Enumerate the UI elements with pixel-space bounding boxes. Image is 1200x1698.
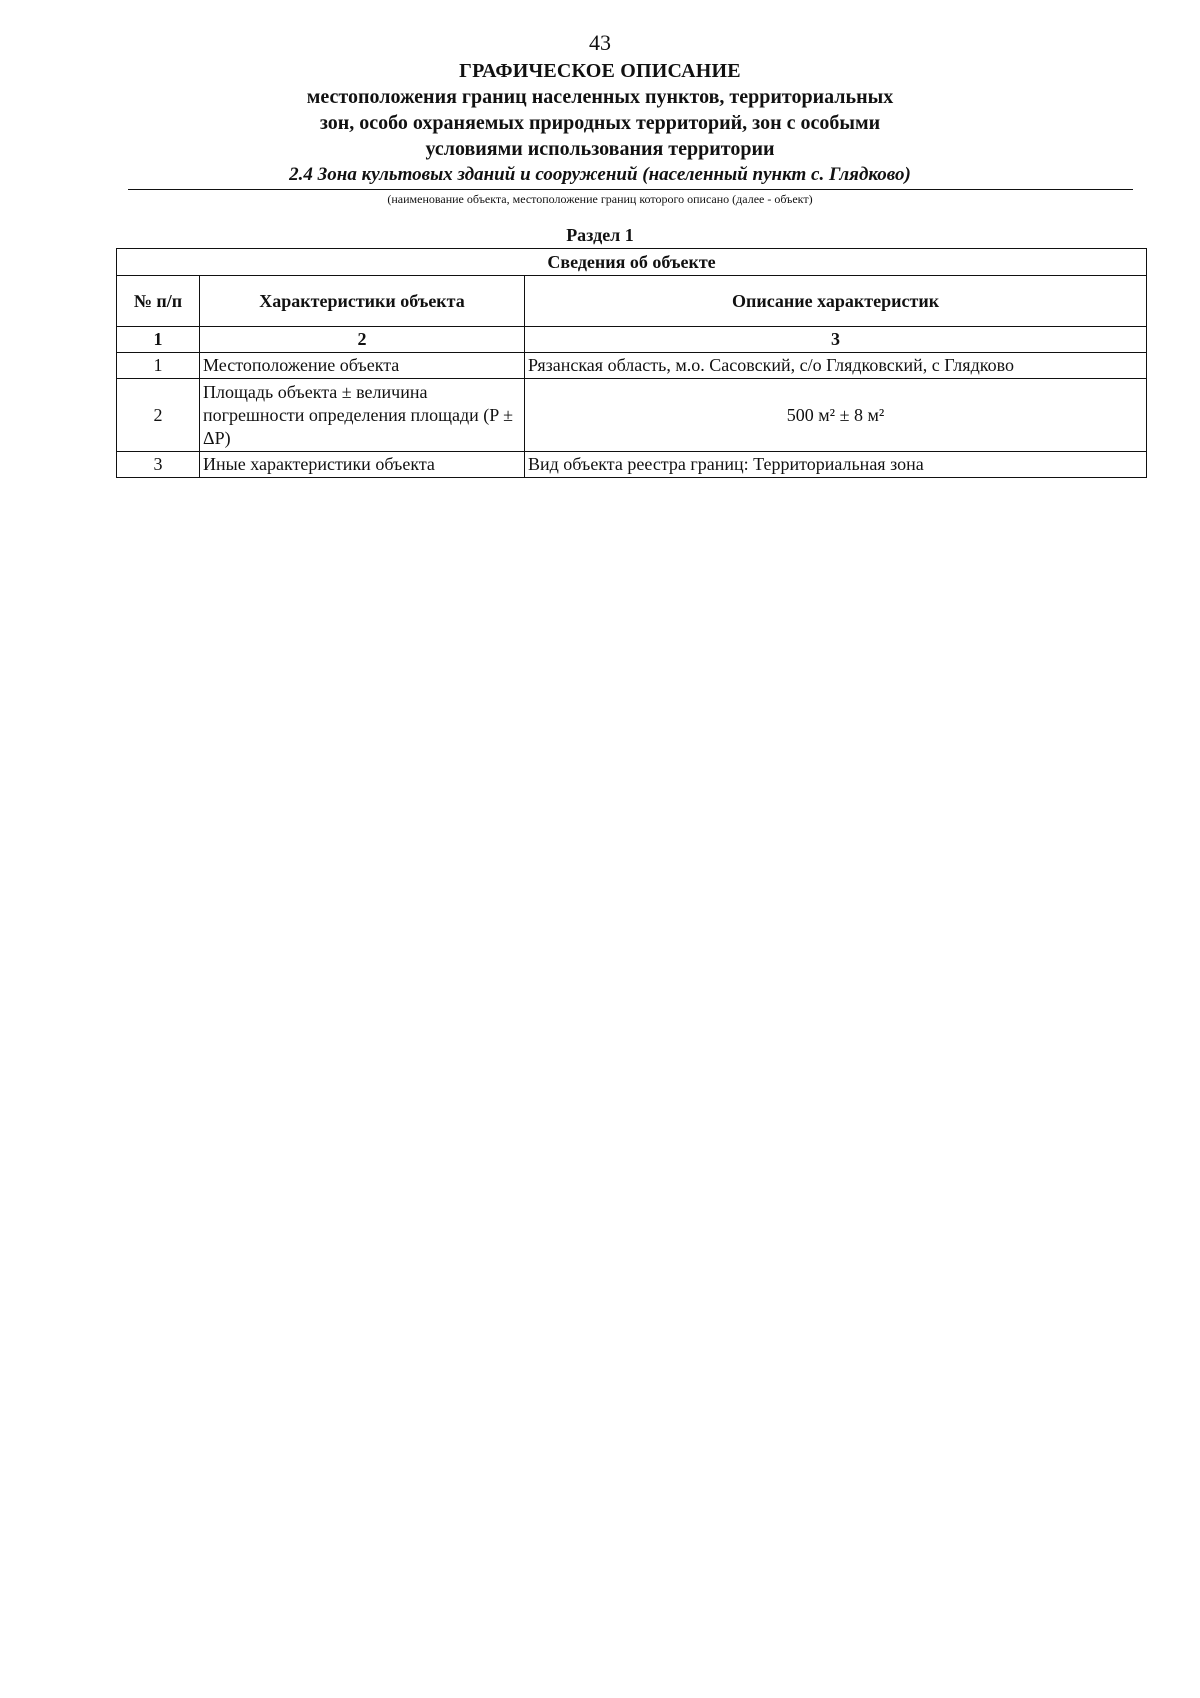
- table-row: [117, 452, 1147, 478]
- column-number-3: 3: [525, 327, 1147, 353]
- object-name-underline: [128, 189, 1133, 190]
- document-subtitle: местоположения границ населенных пунктов, территориальных зон, особо охраняемых природных территорий, зон с особыми условиями использования территории: [306, 86, 894, 160]
- row-number: 2: [117, 379, 200, 452]
- header-number: № п/п: [117, 276, 200, 327]
- table-row: [117, 379, 1147, 452]
- column-number-2: 2: [200, 327, 525, 353]
- column-number-row: [117, 327, 1147, 353]
- object-caption: (наименование объекта, местоположение границ которого описано (далее - объект): [387, 192, 813, 206]
- document-title: ГРАФИЧЕСКОЕ ОПИСАНИЕ: [459, 60, 741, 82]
- row-description: 500 м² ± 8 м²: [525, 379, 1147, 452]
- row-characteristic: Местоположение объекта: [200, 353, 525, 379]
- row-description: Вид объекта реестра границ: Территориальная зона: [525, 452, 1147, 478]
- column-number-1: 1: [117, 327, 200, 353]
- table-header-row: [117, 276, 1147, 327]
- header-description: Описание характеристик: [525, 276, 1147, 327]
- header-characteristic: Характеристики объекта: [200, 276, 525, 327]
- section-title: Раздел 1: [566, 225, 634, 245]
- row-number: 1: [117, 353, 200, 379]
- table-caption: Сведения об объекте: [117, 249, 1147, 276]
- row-number: 3: [117, 452, 200, 478]
- table-caption-row: [117, 249, 1147, 276]
- object-name: 2.4 Зона культовых зданий и сооружений (населенный пункт с. Глядково): [289, 164, 911, 185]
- object-info-table: [116, 248, 1147, 478]
- page-number: 43: [589, 30, 611, 55]
- table-row: [117, 353, 1147, 379]
- row-characteristic: Иные характеристики объекта: [200, 452, 525, 478]
- row-characteristic: Площадь объекта ± величина погрешности определения площади (P ± ΔP): [200, 379, 525, 452]
- row-description: Рязанская область, м.о. Сасовский, с/о Глядковский, с Глядково: [525, 353, 1147, 379]
